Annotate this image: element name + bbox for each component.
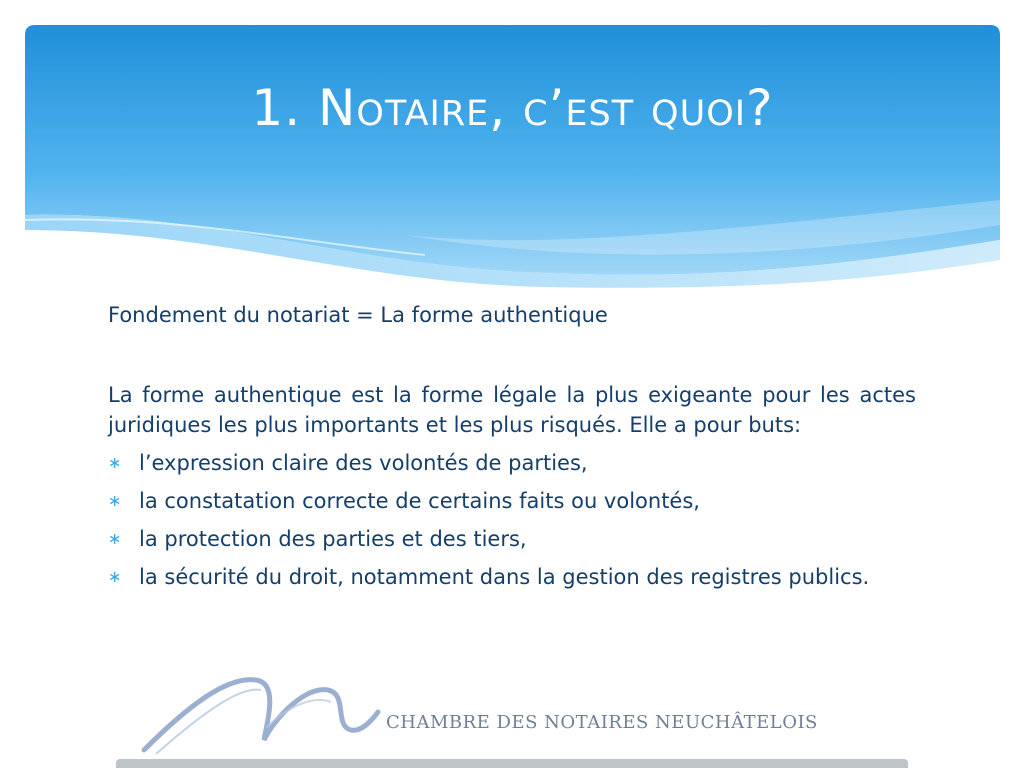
bullet-item — [108, 486, 916, 516]
logo-text: CHAMBRE DES NOTAIRES NEUCHÂTELOIS — [386, 712, 818, 733]
bullet-text: l’expression claire des volontés de parties, — [139, 451, 588, 475]
wave-logo-icon — [116, 668, 386, 760]
bullet-list — [108, 448, 916, 592]
asterisk-bullet-icon: ∗ — [108, 567, 122, 586]
bullet-item — [108, 448, 916, 478]
header-banner — [25, 25, 1000, 295]
bullet-text: la sécurité du droit, notamment dans la gestion des registres publics. — [139, 565, 870, 589]
bullet-text: la constatation correcte de certains faits ou volontés, — [139, 489, 700, 513]
asterisk-bullet-icon: ∗ — [108, 453, 122, 472]
asterisk-bullet-icon: ∗ — [108, 529, 122, 548]
slide-content — [108, 300, 916, 600]
bottom-bar — [116, 759, 908, 768]
header-wave-background — [25, 25, 1000, 295]
bullet-item — [108, 562, 916, 592]
chamber-logo — [116, 668, 908, 760]
asterisk-bullet-icon: ∗ — [108, 491, 122, 510]
bullet-text: la protection des parties et des tiers, — [139, 527, 527, 551]
slide-paragraph: La forme authentique est la forme légale la plus exigeante pour les actes juridiques les plus importants et les plus risqués. Elle a pour buts: — [108, 383, 916, 437]
slide-heading: Fondement du notariat = La forme authentique — [108, 303, 608, 327]
bullet-item — [108, 524, 916, 554]
slide-title: 1. Notaire, c’est quoi? — [251, 79, 774, 137]
